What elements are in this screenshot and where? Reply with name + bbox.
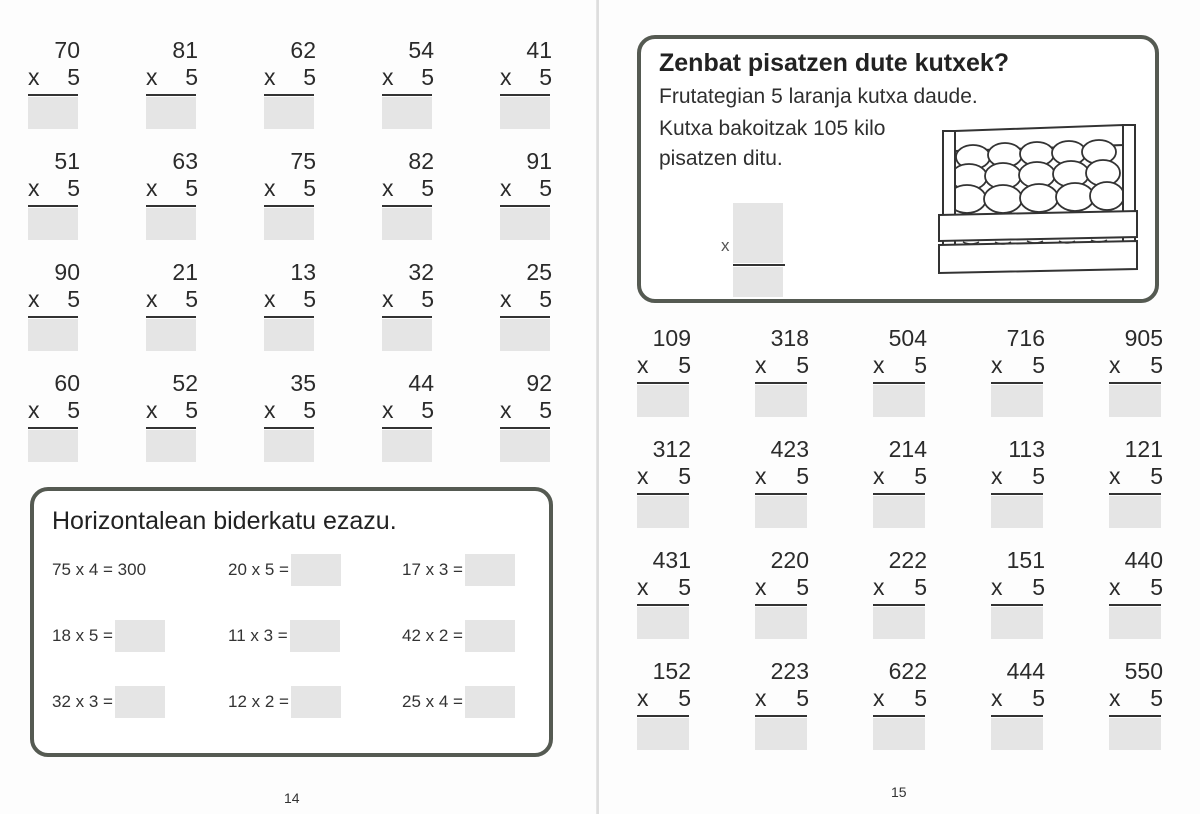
horizontal-equation bbox=[402, 619, 515, 653]
answer-box[interactable] bbox=[637, 496, 689, 528]
answer-box[interactable] bbox=[382, 208, 432, 240]
setup-op: x bbox=[721, 236, 730, 255]
multiplier: 5 bbox=[914, 574, 927, 600]
answer-box[interactable] bbox=[146, 97, 196, 129]
answer-box[interactable] bbox=[991, 718, 1043, 750]
multiplication-problem bbox=[637, 658, 697, 740]
answer-box[interactable] bbox=[991, 496, 1043, 528]
setup-rule bbox=[733, 264, 785, 266]
answer-box[interactable] bbox=[873, 496, 925, 528]
multiplier: 5 bbox=[914, 463, 927, 489]
answer-rule bbox=[146, 427, 196, 429]
multiplier: 5 bbox=[1150, 685, 1163, 711]
multiplicand: 82 bbox=[408, 148, 434, 174]
answer-box[interactable] bbox=[28, 319, 78, 351]
multiplier: 5 bbox=[796, 574, 809, 600]
multiplicand: 152 bbox=[652, 658, 691, 684]
multiplication-problem bbox=[500, 148, 558, 230]
multiplication-problem bbox=[1109, 436, 1169, 518]
multiplicand: 622 bbox=[888, 658, 927, 684]
answer-box[interactable] bbox=[755, 496, 807, 528]
operator: x bbox=[382, 286, 394, 312]
answer-rule bbox=[28, 316, 78, 318]
multiplier: 5 bbox=[539, 286, 552, 312]
multiplication-problem bbox=[991, 325, 1051, 407]
operator: x bbox=[755, 352, 767, 378]
multiplier: 5 bbox=[796, 352, 809, 378]
answer-box[interactable] bbox=[28, 208, 78, 240]
answer-box[interactable] bbox=[637, 718, 689, 750]
multiplication-problem bbox=[146, 37, 204, 119]
operator: x bbox=[637, 685, 649, 711]
multiplier: 5 bbox=[678, 574, 691, 600]
operator: x bbox=[991, 685, 1003, 711]
multiplicand: 25 bbox=[526, 259, 552, 285]
answer-box[interactable] bbox=[755, 385, 807, 417]
multiplier: 5 bbox=[1032, 574, 1045, 600]
page-number-left: 14 bbox=[284, 790, 300, 806]
operator: x bbox=[382, 397, 394, 423]
answer-rule bbox=[382, 316, 432, 318]
multiplier: 5 bbox=[1150, 352, 1163, 378]
multiplication-problem bbox=[873, 658, 933, 740]
left-page bbox=[0, 0, 597, 814]
multiplicand: 223 bbox=[770, 658, 809, 684]
multiplication-problem bbox=[873, 436, 933, 518]
answer-rule bbox=[873, 604, 925, 606]
equation-text: 11 x 3 = bbox=[228, 626, 288, 645]
answer-box[interactable] bbox=[264, 97, 314, 129]
multiplicand: 41 bbox=[526, 37, 552, 63]
answer-box[interactable] bbox=[637, 385, 689, 417]
answer-rule bbox=[146, 316, 196, 318]
equation-answer-box[interactable] bbox=[115, 686, 165, 718]
answer-rule bbox=[873, 493, 925, 495]
operator: x bbox=[264, 286, 276, 312]
word-problem-line-3: pisatzen ditu. bbox=[659, 147, 783, 170]
equation-answer-box[interactable] bbox=[115, 620, 165, 652]
equation-text: 12 x 2 = bbox=[228, 692, 289, 711]
operator: x bbox=[637, 574, 649, 600]
answer-box[interactable] bbox=[1109, 718, 1161, 750]
multiplication-problem bbox=[1109, 547, 1169, 629]
multiplicand: 716 bbox=[1006, 325, 1045, 351]
answer-rule bbox=[1109, 493, 1161, 495]
equation-answer-box[interactable] bbox=[290, 620, 340, 652]
orange-crate-icon bbox=[933, 119, 1143, 289]
horizontal-equation bbox=[228, 619, 340, 653]
answer-rule bbox=[991, 715, 1043, 717]
multiplication-problem bbox=[873, 325, 933, 407]
multiplicand: 109 bbox=[652, 325, 691, 351]
equation-text: 25 x 4 = bbox=[402, 692, 463, 711]
multiplicand: 32 bbox=[408, 259, 434, 285]
horizontal-equation bbox=[402, 685, 515, 719]
answer-box[interactable] bbox=[382, 97, 432, 129]
multiplier: 5 bbox=[1032, 685, 1045, 711]
multiplier: 5 bbox=[1032, 463, 1045, 489]
equation-answer-box[interactable] bbox=[291, 686, 341, 718]
multiplication-problem bbox=[755, 658, 815, 740]
multiplicand: 21 bbox=[172, 259, 198, 285]
operator: x bbox=[146, 64, 158, 90]
answer-box[interactable] bbox=[500, 319, 550, 351]
answer-box[interactable] bbox=[146, 208, 196, 240]
operator: x bbox=[1109, 463, 1121, 489]
operator: x bbox=[873, 685, 885, 711]
multiplication-problem bbox=[28, 370, 86, 452]
answer-box[interactable] bbox=[500, 208, 550, 240]
answer-rule bbox=[991, 382, 1043, 384]
answer-box[interactable] bbox=[637, 607, 689, 639]
answer-box[interactable] bbox=[382, 319, 432, 351]
answer-rule bbox=[500, 427, 550, 429]
multiplicand: 214 bbox=[888, 436, 927, 462]
equation-answer-box[interactable] bbox=[465, 686, 515, 718]
multiplicand: 54 bbox=[408, 37, 434, 63]
answer-rule bbox=[28, 205, 78, 207]
answer-box[interactable] bbox=[991, 385, 1043, 417]
multiplicand: 75 bbox=[290, 148, 316, 174]
multiplier: 5 bbox=[796, 685, 809, 711]
operator: x bbox=[146, 286, 158, 312]
multiplicand: 318 bbox=[770, 325, 809, 351]
answer-rule bbox=[264, 94, 314, 96]
multiplicand: 51 bbox=[54, 148, 80, 174]
multiplier: 5 bbox=[1150, 463, 1163, 489]
multiplicand: 52 bbox=[172, 370, 198, 396]
operator: x bbox=[637, 352, 649, 378]
multiplication-problem bbox=[382, 37, 440, 119]
multiplication-problem bbox=[264, 37, 322, 119]
answer-rule bbox=[637, 382, 689, 384]
multiplier: 5 bbox=[67, 397, 80, 423]
multiplication-problem bbox=[991, 436, 1051, 518]
operator: x bbox=[28, 64, 40, 90]
answer-box[interactable] bbox=[755, 607, 807, 639]
equation-text: 20 x 5 = bbox=[228, 560, 289, 579]
multiplicand: 431 bbox=[652, 547, 691, 573]
operator: x bbox=[264, 64, 276, 90]
multiplication-problem bbox=[991, 547, 1051, 629]
multiplier: 5 bbox=[303, 286, 316, 312]
operator: x bbox=[264, 175, 276, 201]
answer-box[interactable] bbox=[146, 430, 196, 462]
operator: x bbox=[873, 463, 885, 489]
answer-rule bbox=[382, 427, 432, 429]
answer-rule bbox=[1109, 715, 1161, 717]
horizontal-equation bbox=[402, 553, 515, 587]
multiplication-problem bbox=[991, 658, 1051, 740]
answer-rule bbox=[873, 715, 925, 717]
answer-box[interactable] bbox=[500, 97, 550, 129]
answer-box[interactable] bbox=[28, 430, 78, 462]
operator: x bbox=[500, 175, 512, 201]
answer-box[interactable] bbox=[755, 718, 807, 750]
answer-rule bbox=[991, 493, 1043, 495]
operator: x bbox=[382, 175, 394, 201]
operator: x bbox=[991, 574, 1003, 600]
answer-rule bbox=[873, 382, 925, 384]
multiplicand: 91 bbox=[526, 148, 552, 174]
operator: x bbox=[500, 64, 512, 90]
answer-box[interactable] bbox=[264, 319, 314, 351]
multiplier: 5 bbox=[678, 352, 691, 378]
answer-rule bbox=[1109, 382, 1161, 384]
multiplicand: 60 bbox=[54, 370, 80, 396]
operator: x bbox=[500, 286, 512, 312]
multiplier: 5 bbox=[539, 175, 552, 201]
multiplication-problem bbox=[28, 148, 86, 230]
operator: x bbox=[991, 463, 1003, 489]
multiplicand: 222 bbox=[888, 547, 927, 573]
multiplier: 5 bbox=[421, 175, 434, 201]
horizontal-equation bbox=[52, 685, 165, 719]
answer-box[interactable] bbox=[500, 430, 550, 462]
equation-answer-box[interactable] bbox=[465, 554, 515, 586]
equation-text: 75 x 4 = 300 bbox=[52, 560, 147, 579]
equation-text: 17 x 3 = bbox=[402, 560, 463, 579]
multiplicand: 444 bbox=[1006, 658, 1045, 684]
answer-rule bbox=[755, 715, 807, 717]
operator: x bbox=[991, 352, 1003, 378]
multiplication-problem bbox=[382, 148, 440, 230]
multiplier: 5 bbox=[421, 286, 434, 312]
answer-box[interactable] bbox=[28, 97, 78, 129]
multiplication-problem bbox=[382, 370, 440, 452]
multiplier: 5 bbox=[914, 352, 927, 378]
operator: x bbox=[1109, 574, 1121, 600]
answer-box[interactable] bbox=[873, 718, 925, 750]
multiplier: 5 bbox=[185, 64, 198, 90]
multiplication-problem bbox=[873, 547, 933, 629]
horizontal-equation bbox=[228, 685, 341, 719]
multiplier: 5 bbox=[1032, 352, 1045, 378]
answer-box[interactable] bbox=[1109, 496, 1161, 528]
equation-answer-box[interactable] bbox=[291, 554, 341, 586]
multiplier: 5 bbox=[303, 64, 316, 90]
operator: x bbox=[28, 397, 40, 423]
multiplier: 5 bbox=[67, 64, 80, 90]
multiplication-problem bbox=[1109, 325, 1169, 407]
answer-rule bbox=[382, 205, 432, 207]
answer-rule bbox=[382, 94, 432, 96]
horizontal-panel bbox=[30, 487, 553, 757]
multiplicand: 151 bbox=[1006, 547, 1045, 573]
operator: x bbox=[1109, 352, 1121, 378]
answer-rule bbox=[637, 493, 689, 495]
answer-rule bbox=[264, 316, 314, 318]
answer-box[interactable] bbox=[382, 430, 432, 462]
multiplication-problem bbox=[382, 259, 440, 341]
multiplication-problem bbox=[28, 37, 86, 119]
multiplicand: 504 bbox=[888, 325, 927, 351]
answer-rule bbox=[755, 604, 807, 606]
multiplication-problem bbox=[500, 370, 558, 452]
operator: x bbox=[873, 574, 885, 600]
multiplicand: 35 bbox=[290, 370, 316, 396]
multiplication-problem bbox=[755, 547, 815, 629]
multiplicand: 62 bbox=[290, 37, 316, 63]
multiplier: 5 bbox=[678, 463, 691, 489]
operator: x bbox=[500, 397, 512, 423]
answer-rule bbox=[264, 205, 314, 207]
answer-rule bbox=[755, 493, 807, 495]
answer-rule bbox=[28, 94, 78, 96]
multiplication-problem bbox=[146, 370, 204, 452]
page-number-right: 15 bbox=[891, 784, 907, 800]
setup-answer-box[interactable] bbox=[733, 267, 783, 297]
answer-rule bbox=[500, 316, 550, 318]
setup-mult-box[interactable] bbox=[733, 233, 783, 263]
multiplication-problem bbox=[637, 547, 697, 629]
word-problem-line-2: Kutxa bakoitzak 105 kilo bbox=[659, 117, 886, 140]
answer-rule bbox=[146, 205, 196, 207]
multiplier: 5 bbox=[303, 397, 316, 423]
word-problem-title: Zenbat pisatzen dute kutxek? bbox=[659, 49, 1010, 77]
multiplicand: 13 bbox=[290, 259, 316, 285]
multiplication-problem bbox=[637, 436, 697, 518]
multiplicand: 121 bbox=[1124, 436, 1163, 462]
operator: x bbox=[755, 685, 767, 711]
vertical-setup bbox=[721, 203, 791, 299]
multiplier: 5 bbox=[914, 685, 927, 711]
operator: x bbox=[382, 64, 394, 90]
answer-box[interactable] bbox=[1109, 385, 1161, 417]
multiplicand: 63 bbox=[172, 148, 198, 174]
multiplier: 5 bbox=[185, 286, 198, 312]
multiplication-problem bbox=[755, 325, 815, 407]
multiplicand: 90 bbox=[54, 259, 80, 285]
answer-rule bbox=[500, 205, 550, 207]
equation-answer-box[interactable] bbox=[465, 620, 515, 652]
multiplicand: 220 bbox=[770, 547, 809, 573]
answer-box[interactable] bbox=[264, 430, 314, 462]
horizontal-equation bbox=[52, 553, 146, 587]
answer-rule bbox=[755, 382, 807, 384]
multiplication-problem bbox=[264, 148, 322, 230]
multiplication-problem bbox=[637, 325, 697, 407]
answer-rule bbox=[637, 604, 689, 606]
multiplicand: 440 bbox=[1124, 547, 1163, 573]
multiplier: 5 bbox=[539, 64, 552, 90]
multiplicand: 550 bbox=[1124, 658, 1163, 684]
answer-rule bbox=[991, 604, 1043, 606]
multiplication-problem bbox=[755, 436, 815, 518]
multiplier: 5 bbox=[67, 286, 80, 312]
operator: x bbox=[1109, 685, 1121, 711]
multiplication-problem bbox=[28, 259, 86, 341]
horizontal-equation bbox=[52, 619, 165, 653]
multiplier: 5 bbox=[539, 397, 552, 423]
multiplier: 5 bbox=[1150, 574, 1163, 600]
equation-text: 18 x 5 = bbox=[52, 626, 113, 645]
operator: x bbox=[28, 286, 40, 312]
multiplication-problem bbox=[264, 259, 322, 341]
operator: x bbox=[146, 175, 158, 201]
multiplicand: 423 bbox=[770, 436, 809, 462]
answer-box[interactable] bbox=[873, 607, 925, 639]
multiplication-problem bbox=[500, 259, 558, 341]
multiplicand: 113 bbox=[1008, 436, 1045, 462]
answer-rule bbox=[500, 94, 550, 96]
multiplicand: 905 bbox=[1124, 325, 1163, 351]
operator: x bbox=[637, 463, 649, 489]
operator: x bbox=[28, 175, 40, 201]
multiplication-problem bbox=[146, 148, 204, 230]
operator: x bbox=[146, 397, 158, 423]
operator: x bbox=[264, 397, 276, 423]
multiplication-problem bbox=[500, 37, 558, 119]
answer-box[interactable] bbox=[146, 319, 196, 351]
horizontal-title: Horizontalean biderkatu ezazu. bbox=[52, 507, 397, 535]
equation-text: 42 x 2 = bbox=[402, 626, 463, 645]
operator: x bbox=[755, 574, 767, 600]
answer-box[interactable] bbox=[1109, 607, 1161, 639]
answer-box[interactable] bbox=[264, 208, 314, 240]
answer-box[interactable] bbox=[991, 607, 1043, 639]
multiplier: 5 bbox=[421, 64, 434, 90]
word-problem-panel bbox=[637, 35, 1159, 303]
multiplicand: 44 bbox=[408, 370, 434, 396]
multiplier: 5 bbox=[303, 175, 316, 201]
answer-rule bbox=[637, 715, 689, 717]
multiplicand: 70 bbox=[54, 37, 80, 63]
answer-rule bbox=[28, 427, 78, 429]
answer-rule bbox=[146, 94, 196, 96]
multiplicand: 92 bbox=[526, 370, 552, 396]
multiplier: 5 bbox=[67, 175, 80, 201]
horizontal-equation bbox=[228, 553, 341, 587]
multiplicand: 312 bbox=[652, 436, 691, 462]
setup-top-box[interactable] bbox=[733, 203, 783, 233]
word-problem-line-1: Frutategian 5 laranja kutxa daude. bbox=[659, 85, 978, 108]
operator: x bbox=[873, 352, 885, 378]
multiplier: 5 bbox=[185, 397, 198, 423]
answer-rule bbox=[1109, 604, 1161, 606]
multiplicand: 81 bbox=[172, 37, 198, 63]
multiplier: 5 bbox=[796, 463, 809, 489]
right-page bbox=[599, 0, 1200, 814]
equation-text: 32 x 3 = bbox=[52, 692, 113, 711]
answer-rule bbox=[264, 427, 314, 429]
multiplication-problem bbox=[264, 370, 322, 452]
multiplier: 5 bbox=[678, 685, 691, 711]
operator: x bbox=[755, 463, 767, 489]
multiplication-problem bbox=[1109, 658, 1169, 740]
answer-box[interactable] bbox=[873, 385, 925, 417]
multiplication-problem bbox=[146, 259, 204, 341]
multiplier: 5 bbox=[421, 397, 434, 423]
multiplier: 5 bbox=[185, 175, 198, 201]
